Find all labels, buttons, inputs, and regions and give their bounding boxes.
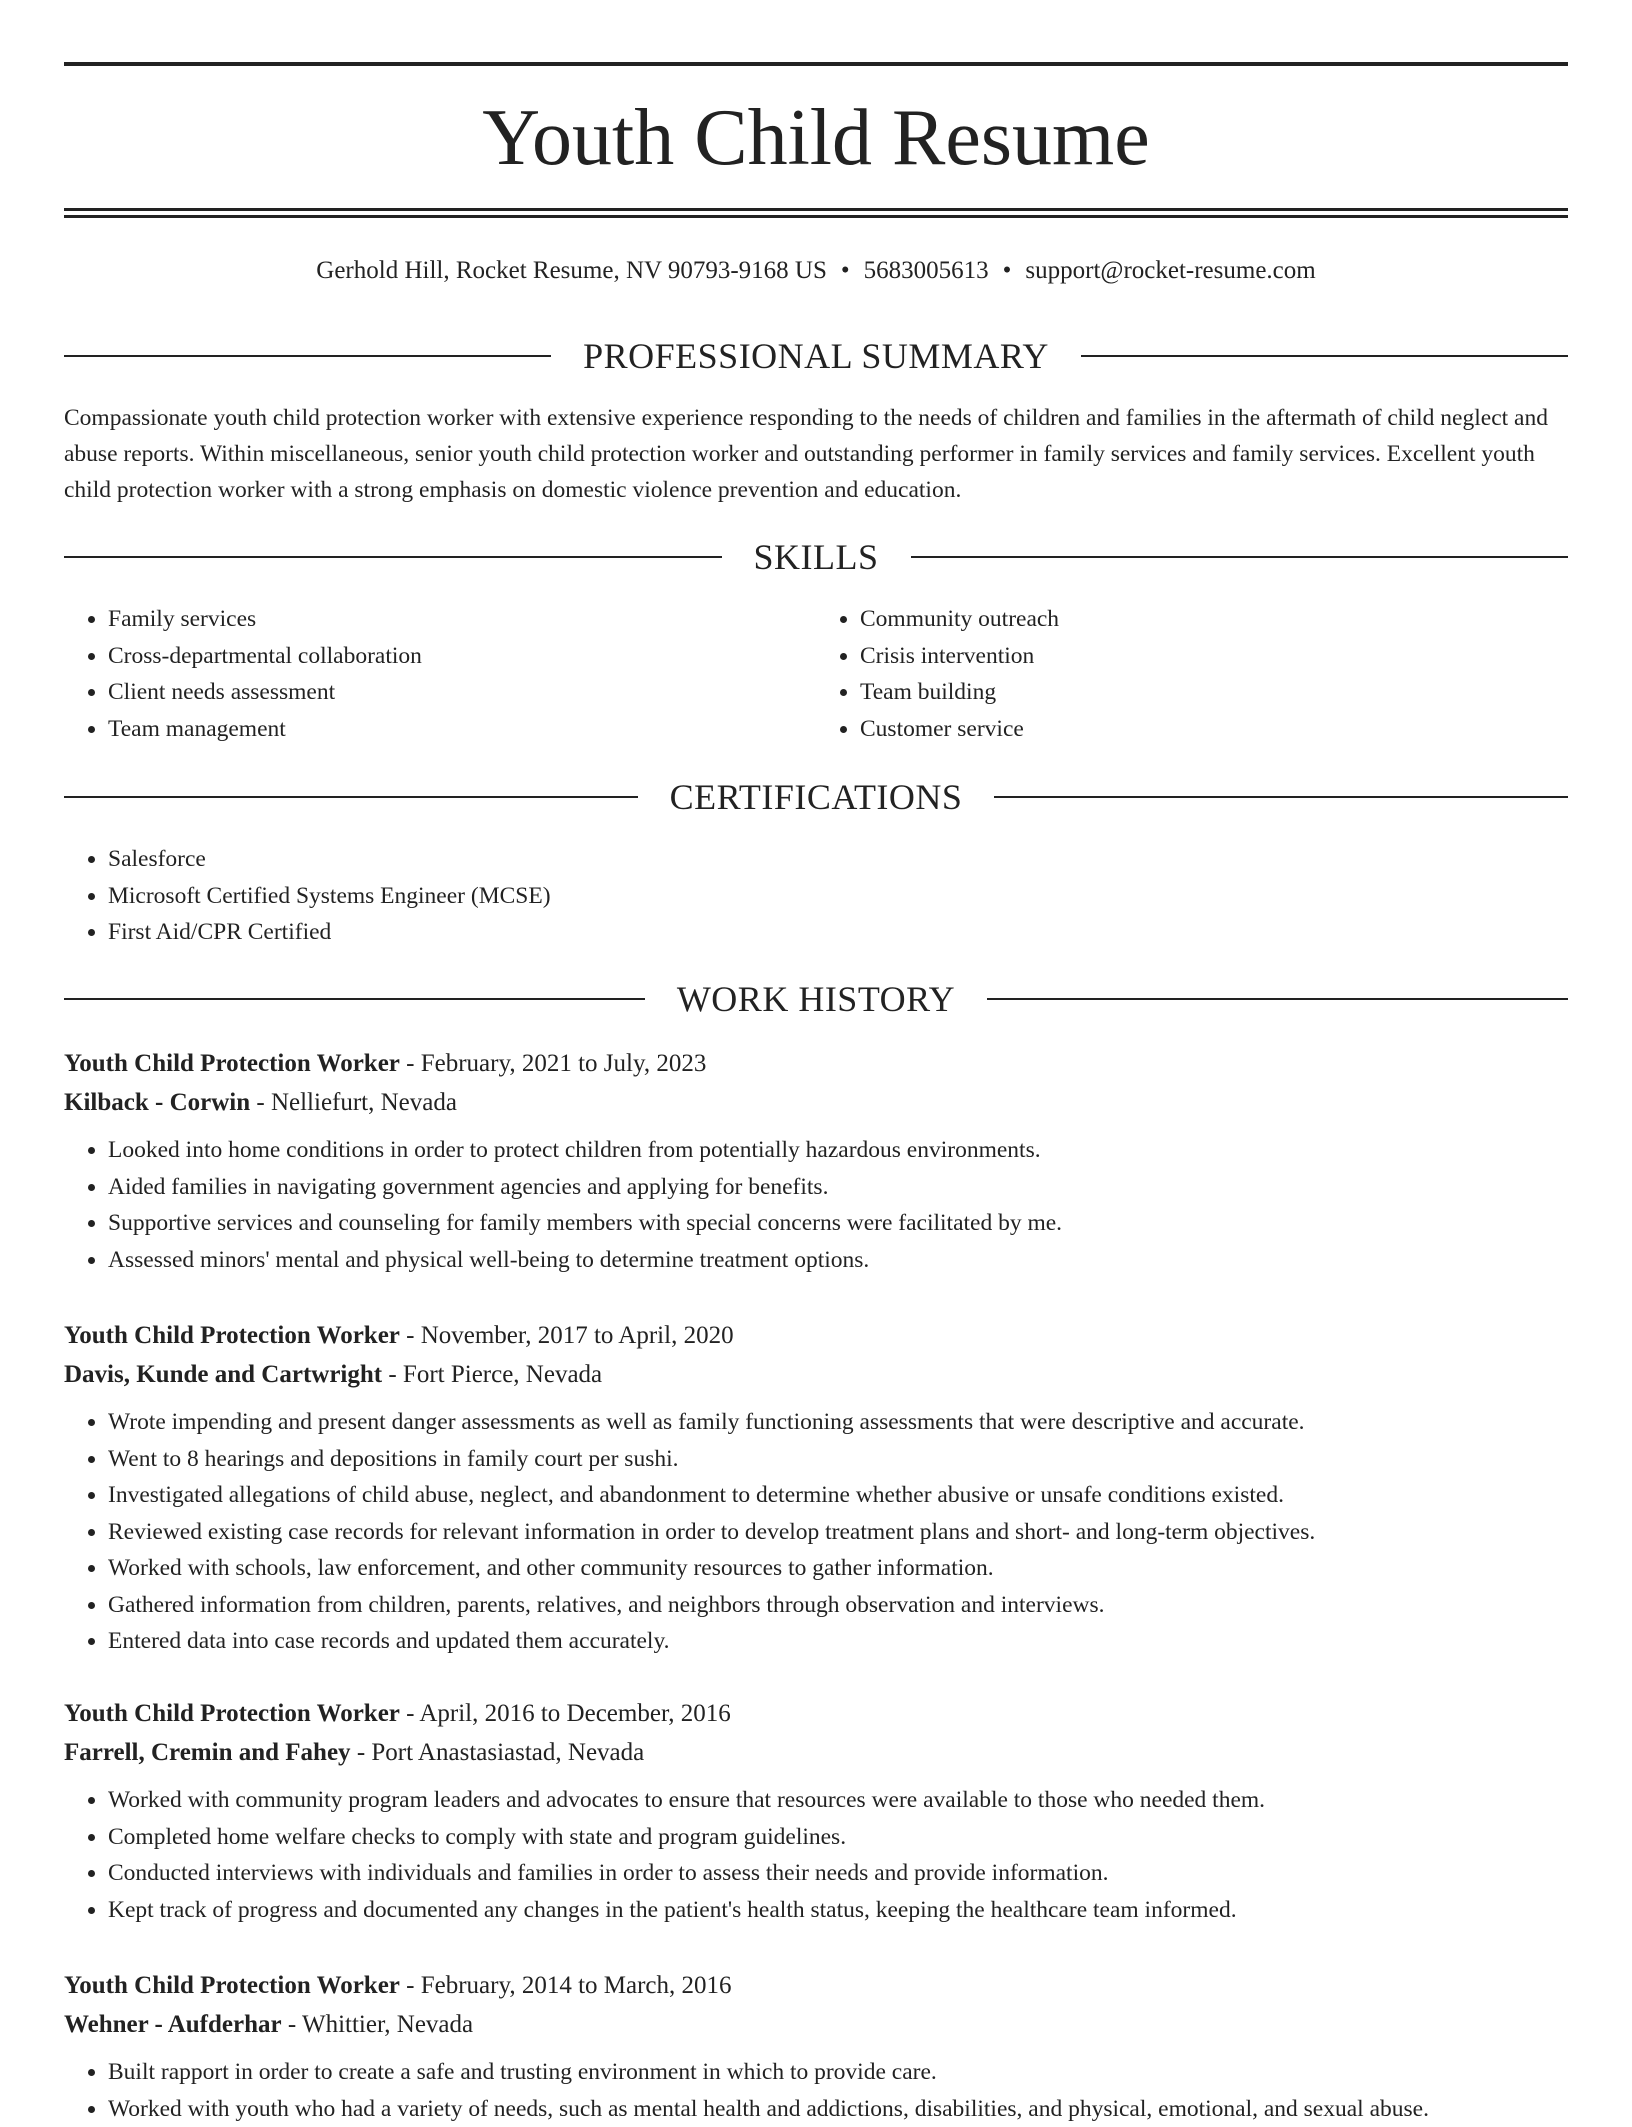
job-company-line: [64, 1083, 1568, 1122]
top-rule: [64, 62, 1568, 66]
job-dates: - November, 2017 to April, 2020: [400, 1322, 734, 1349]
skills-heading: [64, 535, 1568, 579]
job-entry: [64, 1966, 1568, 2127]
job-title: Youth Child Protection Worker: [64, 1322, 400, 1349]
job-company-line: [64, 1355, 1568, 1394]
job-bullet: • Reviewed existing case records for relevant information in order to develop treatment plans and short- and long-term objectives.: [108, 1514, 1568, 1551]
job-title-line: [64, 1694, 1568, 1733]
resume-title: Youth Child Resume: [64, 88, 1568, 188]
skill-item: • Crisis intervention: [860, 638, 1568, 675]
job-title-line: [64, 1966, 1568, 2005]
title-rule-upper: [64, 208, 1568, 211]
job-bullets: [64, 2054, 1568, 2127]
job-bullets: [64, 1132, 1568, 1278]
job-bullet: • Investigated allegations of child abuse, neglect, and abandonment to determine whether abusive or unsafe conditions existed.: [108, 1477, 1568, 1514]
job-bullet: • Aided families in navigating government agencies and applying for benefits.: [108, 1169, 1568, 1206]
job-title: Youth Child Protection Worker: [64, 1700, 400, 1727]
job-company: Kilback - Corwin: [64, 1089, 250, 1116]
skills-column-right: [816, 601, 1568, 747]
job-bullet: • Worked with schools, law enforcement, and other community resources to gather information.: [108, 1550, 1568, 1587]
contact-line: [64, 254, 1568, 288]
job-company: Davis, Kunde and Cartwright: [64, 1361, 382, 1388]
summary-heading-label: PROFESSIONAL SUMMARY: [551, 334, 1081, 378]
job-location: - Nelliefurt, Nevada: [250, 1089, 457, 1116]
contact-separator: •: [1003, 257, 1012, 284]
job-title: Youth Child Protection Worker: [64, 1050, 400, 1077]
job-entry: [64, 1316, 1568, 1660]
job-bullets: [64, 1404, 1568, 1660]
summary-text: Compassionate youth child protection worker with extensive experience responding to the needs of children and families in the aftermath of child neglect and abuse reports. Within miscellaneous, senior youth child protection worker and outstanding performer in family services and family services. Excellent youth child protection worker with a strong emphasis on domestic violence prevention and education.: [64, 400, 1568, 508]
heading-rule: [987, 998, 1568, 1000]
skills-list: [64, 601, 1568, 747]
certification-item: • Salesforce: [108, 841, 1568, 878]
skill-item: • Community outreach: [860, 601, 1568, 638]
job-bullet: • Kept track of progress and documented any changes in the patient's health status, keeping the healthcare team informed.: [108, 1892, 1568, 1929]
job-bullet: • Built rapport in order to create a safe and trusting environment in which to provide care.: [108, 2054, 1568, 2091]
certifications-heading-label: CERTIFICATIONS: [638, 775, 995, 819]
skill-item: • Team building: [860, 674, 1568, 711]
heading-rule: [64, 556, 722, 558]
job-dates: - April, 2016 to December, 2016: [400, 1700, 731, 1727]
job-location: - Fort Pierce, Nevada: [382, 1361, 602, 1388]
summary-heading: [64, 334, 1568, 378]
job-bullet: • Went to 8 hearings and depositions in family court per sushi.: [108, 1441, 1568, 1478]
job-bullet: • Assessed minors' mental and physical well-being to determine treatment options.: [108, 1242, 1568, 1279]
job-title: Youth Child Protection Worker: [64, 1972, 400, 1999]
work-history-heading-label: WORK HISTORY: [645, 977, 987, 1021]
job-bullet: • Gathered information from children, parents, relatives, and neighbors through observation and interviews.: [108, 1587, 1568, 1624]
heading-rule: [1081, 355, 1568, 357]
heading-rule: [64, 355, 551, 357]
job-title-line: [64, 1044, 1568, 1083]
job-bullet: • Completed home welfare checks to comply with state and program guidelines.: [108, 1819, 1568, 1856]
skills-heading-label: SKILLS: [722, 535, 911, 579]
skill-item: • Cross-departmental collaboration: [108, 638, 816, 675]
certifications-list: [64, 841, 1568, 951]
job-dates: - February, 2014 to March, 2016: [400, 1972, 732, 1999]
job-location: - Port Anastasiastad, Nevada: [351, 1739, 645, 1766]
certification-item: • First Aid/CPR Certified: [108, 914, 1568, 951]
certification-item: • Microsoft Certified Systems Engineer (MCSE): [108, 878, 1568, 915]
job-bullet: • Supportive services and counseling for family members with special concerns were facilitated by me.: [108, 1205, 1568, 1242]
skill-item: • Client needs assessment: [108, 674, 816, 711]
contact-address: Gerhold Hill, Rocket Resume, NV 90793-9168 US: [316, 257, 827, 284]
job-bullets: [64, 1782, 1568, 1928]
job-bullet: • Looked into home conditions in order to protect children from potentially hazardous environments.: [108, 1132, 1568, 1169]
job-entry: [64, 1044, 1568, 1278]
skill-item: • Customer service: [860, 711, 1568, 748]
job-title-line: [64, 1316, 1568, 1355]
heading-rule: [64, 998, 645, 1000]
job-company: Wehner - Aufderhar: [64, 2011, 282, 2038]
job-dates: - February, 2021 to July, 2023: [400, 1050, 706, 1077]
certifications-heading: [64, 775, 1568, 819]
job-bullet: • Entered data into case records and updated them accurately.: [108, 1623, 1568, 1660]
job-bullet: • Wrote impending and present danger assessments as well as family functioning assessments that were descriptive and accurate.: [108, 1404, 1568, 1441]
heading-rule: [64, 796, 638, 798]
skills-column-left: [64, 601, 816, 747]
job-bullet: • Worked with community program leaders and advocates to ensure that resources were available to those who needed them.: [108, 1782, 1568, 1819]
work-history-heading: [64, 977, 1568, 1021]
job-company-line: [64, 1733, 1568, 1772]
job-bullet: • Worked with youth who had a variety of needs, such as mental health and addictions, disabilities, and physical, emotional, and sexual abuse.: [108, 2091, 1568, 2127]
title-rule-lower: [64, 215, 1568, 218]
job-company: Farrell, Cremin and Fahey: [64, 1739, 351, 1766]
skill-item: • Family services: [108, 601, 816, 638]
job-company-line: [64, 2005, 1568, 2044]
skill-item: • Team management: [108, 711, 816, 748]
job-bullet: • Conducted interviews with individuals and families in order to assess their needs and provide information.: [108, 1855, 1568, 1892]
heading-rule: [911, 556, 1569, 558]
job-entry: [64, 1694, 1568, 1928]
heading-rule: [994, 796, 1568, 798]
contact-email: support@rocket-resume.com: [1025, 257, 1315, 284]
contact-separator: •: [841, 257, 850, 284]
contact-phone: 5683005613: [864, 257, 989, 284]
job-location: - Whittier, Nevada: [282, 2011, 474, 2038]
